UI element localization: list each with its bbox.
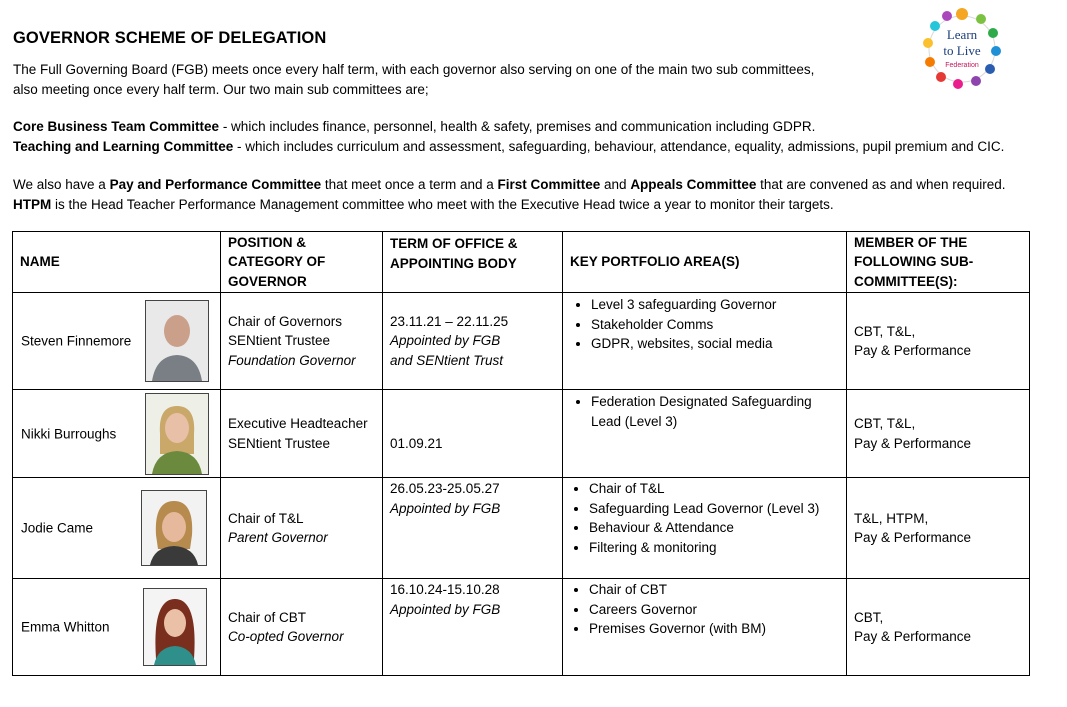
page-title: GOVERNOR SCHEME OF DELEGATION [13,29,327,47]
intro-line-2: also meeting once every half term. Our two main sub committees are; [13,81,429,97]
other-committees-line: We also have a Pay and Performance Committee that meet once a term and a First Committee and Appeals Committee that are convened as and when required. [13,177,1006,192]
list-item: • Chair of T&L [589,479,839,499]
logo-text-live: to Live [943,43,981,58]
list-item: • Filtering & monitoring [589,538,839,558]
governor-photo [145,393,209,475]
table-row [13,390,1030,478]
position-cell: Chair of T&L Parent Governor [221,478,383,579]
portfolio-list [570,479,839,557]
list-item: • GDPR, websites, social media [591,334,839,354]
governor-name: Jodie Came [21,520,94,536]
header-member: MEMBER OF THE FOLLOWING SUB-COMMITTEE(S): [847,232,1030,293]
header-portfolio: KEY PORTFOLIO AREA(S) [563,232,847,293]
committee-cbt: Core Business Team Committee - which includes finance, personnel, health & safety, premises and communication including GDPR. [13,119,816,134]
governor-name: Nikki Burroughs [21,425,117,441]
intro-paragraph [13,60,814,99]
committee-list [13,117,1004,156]
term-cell: 23.11.21 – 22.11.25 Appointed by FGB and SENtient Trust [383,293,563,390]
governor-photo [143,588,207,666]
list-item: • Stakeholder Comms [591,315,839,335]
portfolio-cell [563,390,847,478]
governor-photo [145,300,209,382]
governor-table [12,231,1030,676]
governor-photo [141,490,207,566]
term-cell: 01.09.21 [383,390,563,478]
portfolio-list [570,580,839,639]
portfolio-cell [563,478,847,579]
member-cell: CBT, T&L, Pay & Performance [847,390,1030,478]
position-cell: Chair of Governors SENtient Trustee Foundation Governor [221,293,383,390]
member-cell: CBT, T&L, Pay & Performance [847,293,1030,390]
table-row [13,478,1030,579]
position-cell: Executive Headteacher SENtient Trustee [221,390,383,478]
table-row [13,579,1030,676]
portfolio-cell [563,579,847,676]
list-item: • Chair of CBT [589,580,839,600]
table-row [13,293,1030,390]
name-cell [13,390,221,478]
list-item: • Safeguarding Lead Governor (Level 3) [589,499,839,519]
federation-logo [916,5,1008,93]
list-item: • Level 3 safeguarding Governor [591,295,839,315]
position-cell: Chair of CBT Co-opted Governor [221,579,383,676]
intro-line-1: The Full Governing Board (FGB) meets once every half term, with each governor also serving on one of the main two sub committees, [13,62,815,77]
name-cell [13,579,221,676]
htpm-line: HTPM is the Head Teacher Performance Management committee who meet with the Executive Head twice a year to monitor their targets. [13,196,834,212]
other-committees-paragraph [13,175,1006,214]
header-term: TERM OF OFFICE & APPOINTING BODY [383,232,563,293]
table-header-row [13,232,1030,293]
name-cell [13,478,221,579]
member-cell: T&L, HTPM, Pay & Performance [847,478,1030,579]
logo-text-learn: Learn [946,27,978,42]
portfolio-list [570,295,839,354]
committee-tl: Teaching and Learning Committee - which includes curriculum and assessment, safeguarding, behaviour, attendance, equality, admissions, pupil premium and CIC. [13,138,1005,154]
header-name: NAME [13,232,221,293]
term-cell: 16.10.24-15.10.28 Appointed by FGB [383,579,563,676]
logo-text-federation: Federation [945,62,979,69]
governor-name: Steven Finnemore [21,333,132,349]
portfolio-list [570,392,839,431]
member-cell: CBT, Pay & Performance [847,579,1030,676]
list-item: • Premises Governor (with BM) [589,619,839,639]
governor-name: Emma Whitton [21,619,110,635]
list-item: • Federation Designated Safeguarding Lead (Level 3) [591,392,839,431]
list-item: • Behaviour & Attendance [589,518,839,538]
term-cell: 26.05.23-25.05.27 Appointed by FGB [383,478,563,579]
portfolio-cell [563,293,847,390]
list-item: • Careers Governor [589,600,839,620]
name-cell [13,293,221,390]
header-position: POSITION & CATEGORY OF GOVERNOR [221,232,383,293]
